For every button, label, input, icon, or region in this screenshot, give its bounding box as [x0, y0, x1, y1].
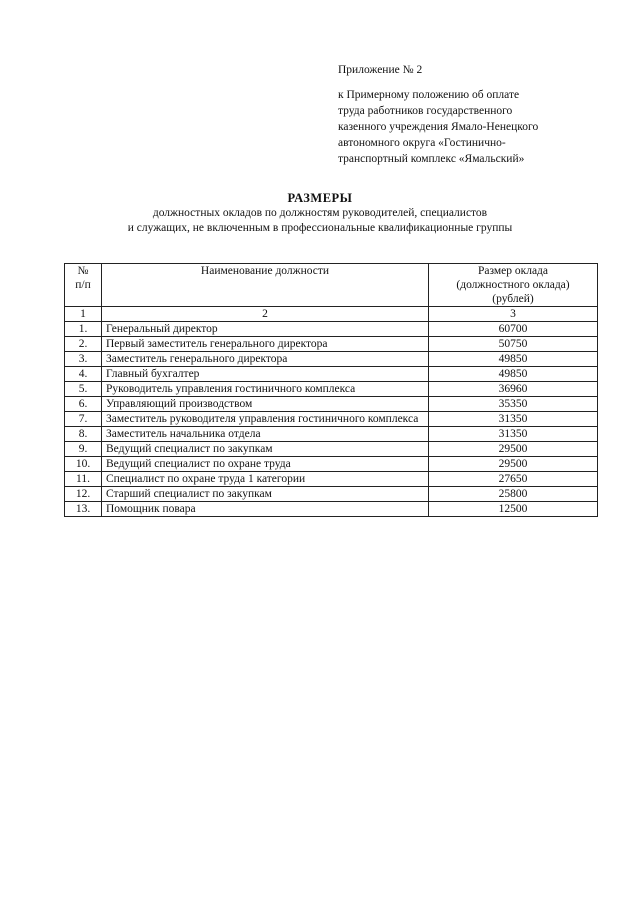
appendix-line: к Примерному положению об оплате	[338, 89, 520, 101]
row-number: 4.	[65, 367, 102, 382]
row-number: 3.	[65, 352, 102, 367]
row-number: 8.	[65, 427, 102, 442]
table-row	[65, 427, 598, 442]
table-row	[65, 322, 598, 337]
header-salary-line: (рублей)	[492, 293, 534, 305]
table-row	[65, 382, 598, 397]
position-name: Генеральный директор	[102, 322, 429, 337]
table-row	[65, 502, 598, 517]
table-row	[65, 352, 598, 367]
row-number: 2.	[65, 337, 102, 352]
header-name: Наименование должности	[102, 264, 429, 307]
position-name: Управляющий производством	[102, 397, 429, 412]
salary-value: 49850	[429, 367, 598, 382]
heading-title: РАЗМЕРЫ	[287, 191, 353, 205]
appendix-line: автономного округа «Гостинично-	[338, 137, 506, 149]
row-number: 11.	[65, 472, 102, 487]
column-index: 1	[65, 307, 102, 322]
position-name: Помощник повара	[102, 502, 429, 517]
heading-subtitle-line: и служащих, не включенным в профессиональные квалификационные группы	[127, 222, 513, 234]
row-number: 10.	[65, 457, 102, 472]
table-row	[65, 412, 598, 427]
row-number: 6.	[65, 397, 102, 412]
salary-value: 29500	[429, 457, 598, 472]
appendix-line: казенного учреждения Ямало-Ненецкого	[338, 121, 539, 133]
document-heading	[0, 190, 640, 236]
salary-value: 49850	[429, 352, 598, 367]
position-name: Руководитель управления гостиничного комплекса	[102, 382, 429, 397]
salary-value: 36960	[429, 382, 598, 397]
salary-value: 60700	[429, 322, 598, 337]
appendix-line: транспортный комплекс «Ямальский»	[338, 153, 525, 165]
position-name: Ведущий специалист по охране труда	[102, 457, 429, 472]
row-number: 1.	[65, 322, 102, 337]
row-number: 13.	[65, 502, 102, 517]
position-name: Специалист по охране труда 1 категории	[102, 472, 429, 487]
position-name: Старший специалист по закупкам	[102, 487, 429, 502]
salary-value: 25800	[429, 487, 598, 502]
salary-value: 29500	[429, 442, 598, 457]
salary-value: 35350	[429, 397, 598, 412]
table-row	[65, 442, 598, 457]
row-number: 9.	[65, 442, 102, 457]
salary-table	[64, 263, 598, 517]
table-row	[65, 487, 598, 502]
salary-value: 27650	[429, 472, 598, 487]
table-row	[65, 457, 598, 472]
position-name: Первый заместитель генерального директора	[102, 337, 429, 352]
salary-value: 50750	[429, 337, 598, 352]
table-body	[65, 322, 598, 517]
table-row	[65, 472, 598, 487]
header-num-line: п/п	[75, 279, 91, 291]
header-salary-line: (должностного оклада)	[456, 279, 570, 291]
row-number: 5.	[65, 382, 102, 397]
position-name: Заместитель генерального директора	[102, 352, 429, 367]
row-number: 7.	[65, 412, 102, 427]
appendix-line: труда работников государственного	[338, 105, 513, 117]
table-row	[65, 397, 598, 412]
appendix-block	[338, 62, 538, 167]
position-name: Заместитель руководителя управления гостиничного комплекса	[102, 412, 429, 427]
appendix-title: Приложение № 2	[338, 64, 423, 76]
table-row	[65, 337, 598, 352]
header-num	[65, 264, 102, 307]
salary-value: 12500	[429, 502, 598, 517]
position-name: Ведущий специалист по закупкам	[102, 442, 429, 457]
salary-value: 31350	[429, 412, 598, 427]
column-index: 2	[102, 307, 429, 322]
heading-subtitle-line: должностных окладов по должностям руководителей, специалистов	[152, 207, 488, 219]
header-salary-line: Размер оклада	[477, 265, 549, 277]
salary-value: 31350	[429, 427, 598, 442]
table-header-row	[65, 264, 598, 307]
row-number: 12.	[65, 487, 102, 502]
position-name: Главный бухгалтер	[102, 367, 429, 382]
header-num-line: №	[77, 265, 89, 277]
position-name: Заместитель начальника отдела	[102, 427, 429, 442]
column-index-row	[65, 307, 598, 322]
table-row	[65, 367, 598, 382]
header-salary	[429, 264, 598, 307]
column-index: 3	[429, 307, 598, 322]
